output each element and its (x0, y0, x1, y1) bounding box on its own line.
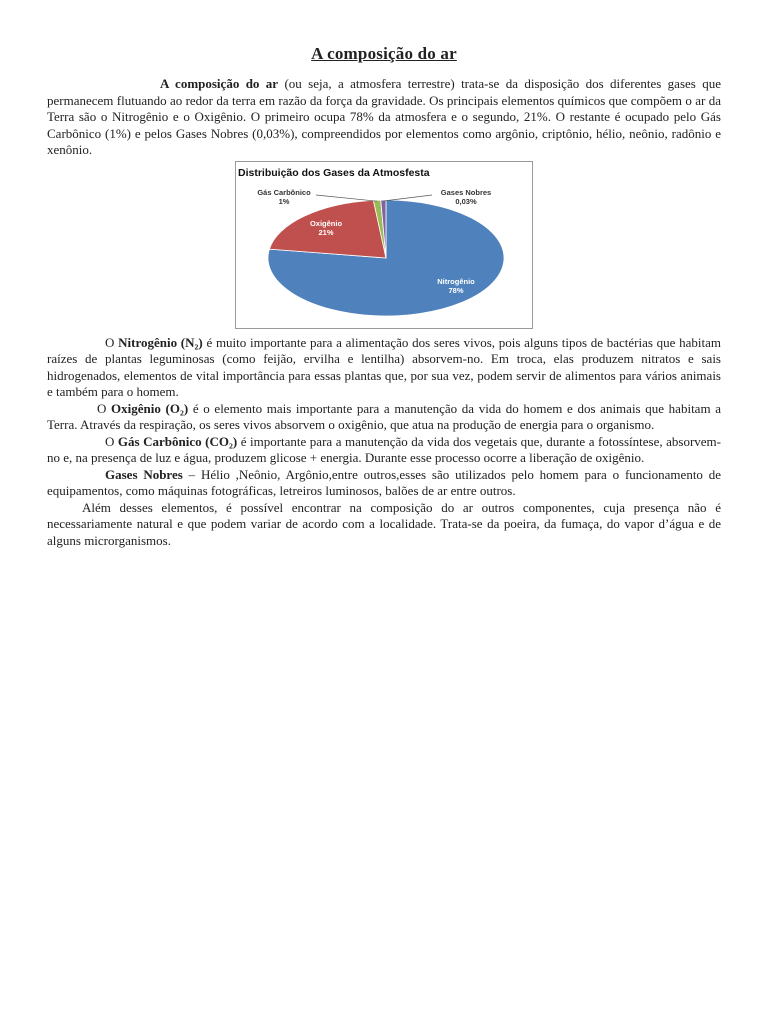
page-title: A composição do ar (311, 44, 457, 63)
noble-text: – Hélio ,Neônio, Argônio,entre outros,esses são utilizados pelo homem para o funcionamento de equipamentos, como máquinas fotográficas, letreiros luminosos, balões de ar entre outros. (47, 466, 722, 498)
pie-chart-svg (236, 162, 532, 328)
intro-text: (ou seja, a atmosfera terrestre) trata-se da disposição dos diferentes gases que permanecem flutuando ao redor da terra em razão da força da gravidade. Os principais elementos químicos que compõem o ar da Terra são o Nitrogênio e o Oxigênio. O primeiro ocupa 78% da atmosfera e o segundo, 21%. O restante é ocupado pelo Gás Carbônico (1%) e pelos Gases Nobres (0,03%), compreendidos por elementos como argônio, criptônio, hélio, neônio, radônio e xenônio. (47, 76, 721, 157)
paragraph-oxygen (47, 401, 721, 434)
leader-line-carbon (316, 195, 377, 201)
slice-label-nitrogen-name: Nitrogênio (437, 276, 475, 286)
document-page (47, 44, 721, 549)
slice-label-oxygen-value: 21% (318, 227, 334, 237)
oxygen-bold: Oxigênio (O₂) (111, 400, 189, 416)
intro-bold: A composição do ar (160, 76, 279, 91)
nitrogen-bold: Nitrogênio (N₂) (118, 334, 203, 350)
chart-title: Distribuição dos Gases da Atmosfesta (238, 166, 430, 179)
paragraph-carbon (47, 434, 721, 467)
paragraph-noble-gases (47, 467, 721, 500)
carbon-pre: O (105, 433, 118, 449)
carbon-bold: Gás Carbônico (CO₂) (117, 433, 238, 449)
paragraph-nitrogen (47, 335, 721, 401)
oxygen-pre: O (97, 400, 112, 416)
slice-label-noble-value: 0,03% (455, 196, 477, 206)
slice-label-noble-name: Gases Nobres (440, 187, 492, 197)
pie-chart (235, 161, 533, 329)
noble-bold: Gases Nobres (105, 466, 183, 482)
nitrogen-pre: O (105, 334, 119, 350)
paragraph-intro (47, 76, 721, 159)
slice-label-oxygen-name: Oxigênio (309, 218, 343, 228)
leader-line-noble (383, 195, 432, 201)
nitrogen-text: é muito importante para a alimentação dos seres vivos, pois alguns tipos de bactérias que habitam raízes de plantas leguminosas (como feijão, ervilha e lentilha) absorvem-no. Em troca, elas produzem nitratos e sais hidrogenados, elementos de vital importância para essas plantas que, por sua vez, podem servir de alimentos para vários animais e também para o homem. (47, 334, 722, 399)
slice-label-nitrogen-value: 78% (448, 285, 464, 295)
oxygen-text: é o elemento mais importante para a manutenção da vida do homem e dos animais que habitam a Terra. Através da respiração, os seres vivos absorvem o oxigênio, que atua na produção de energia para o organismo. (47, 400, 721, 432)
carbon-text: é importante para a manutenção da vida dos vegetais que, durante a fotossíntese, absorvem-no e, na presença de luz e água, produzem glicose + energia. Durante esse processo ocorre a liberação de oxigênio. (47, 433, 721, 465)
pie-slices (268, 200, 504, 316)
slice-label-carbon-value: 1% (278, 196, 290, 206)
paragraph-other: Além desses elementos, é possível encontrar na composição do ar outros componentes, cuja presença não é necessariamente natural e que podem variar de acordo com a localidade. Trata-se da poeira, da fumaça, do vapor d’água e de alguns microrganismos. (47, 499, 721, 548)
chart-container (47, 161, 721, 329)
slice-label-carbon-name: Gás Carbônico (257, 187, 311, 197)
